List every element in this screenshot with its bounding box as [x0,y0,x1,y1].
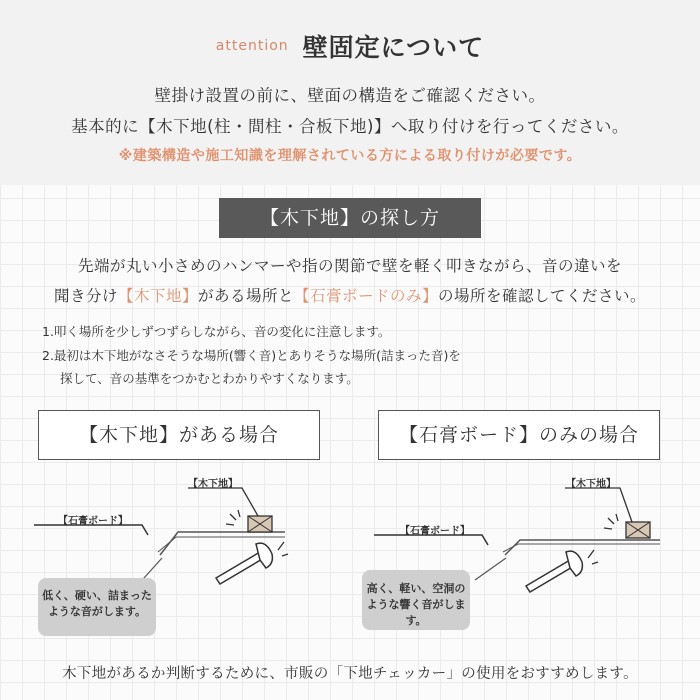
attention-eyebrow: attention [215,38,289,54]
step-1: 1.叩く場所を少しずつずらしながら、音の変化に注意します。 [42,324,391,339]
page-title: 壁固定について [302,33,485,62]
step-2-continued: 探して、音の基準をつかむとわかりやすくなります。 [60,371,359,386]
desc2-post: の場所を確認してください。 [438,287,647,305]
motion-lines-icon [588,550,598,564]
diagram-board-only [366,470,670,650]
warning-note: ※建築構造や施工知識を理解されている方による取り付けが必要です。 [118,148,582,164]
bubble-line-2: ような音がします。 [47,605,147,618]
desc2-pre: 聞き分け [53,287,118,305]
bubble-line-1: 高く、軽い、空洞の [366,582,466,595]
stud-icon [248,516,272,532]
hammer-icon [526,551,582,592]
diagram-stud [30,470,330,650]
desc2-mid: がある場所と [197,287,294,305]
sound-bubble-stud [38,578,156,636]
bubble-line-2: ような響く音がします。 [366,598,466,627]
intro-line-1: 壁掛け設置の前に、壁面の構造をご確認ください。 [154,86,546,105]
attention-header-section [0,0,700,185]
method-description-2 [0,284,700,306]
desc2-highlight-board: 【石膏ボードのみ】 [294,287,439,305]
motion-lines-icon [278,542,288,556]
method-section-title: 【木下地】の探し方 [219,198,481,238]
intro-line-2: 基本的に【木下地(柱・間柱・合板下地)】へ取り付けを行ってください。 [71,117,629,136]
sound-bubble-board-only [362,570,470,630]
step-2: 2.最初は木下地がなさそうな場所(響く音)とありそうな場所(詰まった音)を [42,348,461,363]
desc2-highlight-stud: 【木下地】 [117,287,198,305]
footer-recommendation: 木下地があるか判断するために、市販の「下地チェッカー」の使用をおすすめします。 [62,666,638,682]
method-description-1: 先端が丸い小さめのハンマーや指の関節で壁を軽く叩きながら、音の違いを [77,257,622,275]
impact-marks-icon [226,510,240,525]
board-label: 【石膏ボード】 [58,516,128,527]
impact-marks-icon [604,514,618,529]
stud-icon [626,522,650,538]
stud-label: 【木下地】 [566,479,616,490]
case-title-stud: 【木下地】がある場合 [38,410,320,460]
stud-label: 【木下地】 [188,479,238,490]
hammer-icon [216,543,272,584]
board-label: 【石膏ボード】 [400,526,470,537]
case-title-board-only: 【石膏ボード】のみの場合 [378,410,660,460]
bubble-line-1: 低く、硬い、詰まった [42,589,152,602]
header-row [0,28,700,64]
